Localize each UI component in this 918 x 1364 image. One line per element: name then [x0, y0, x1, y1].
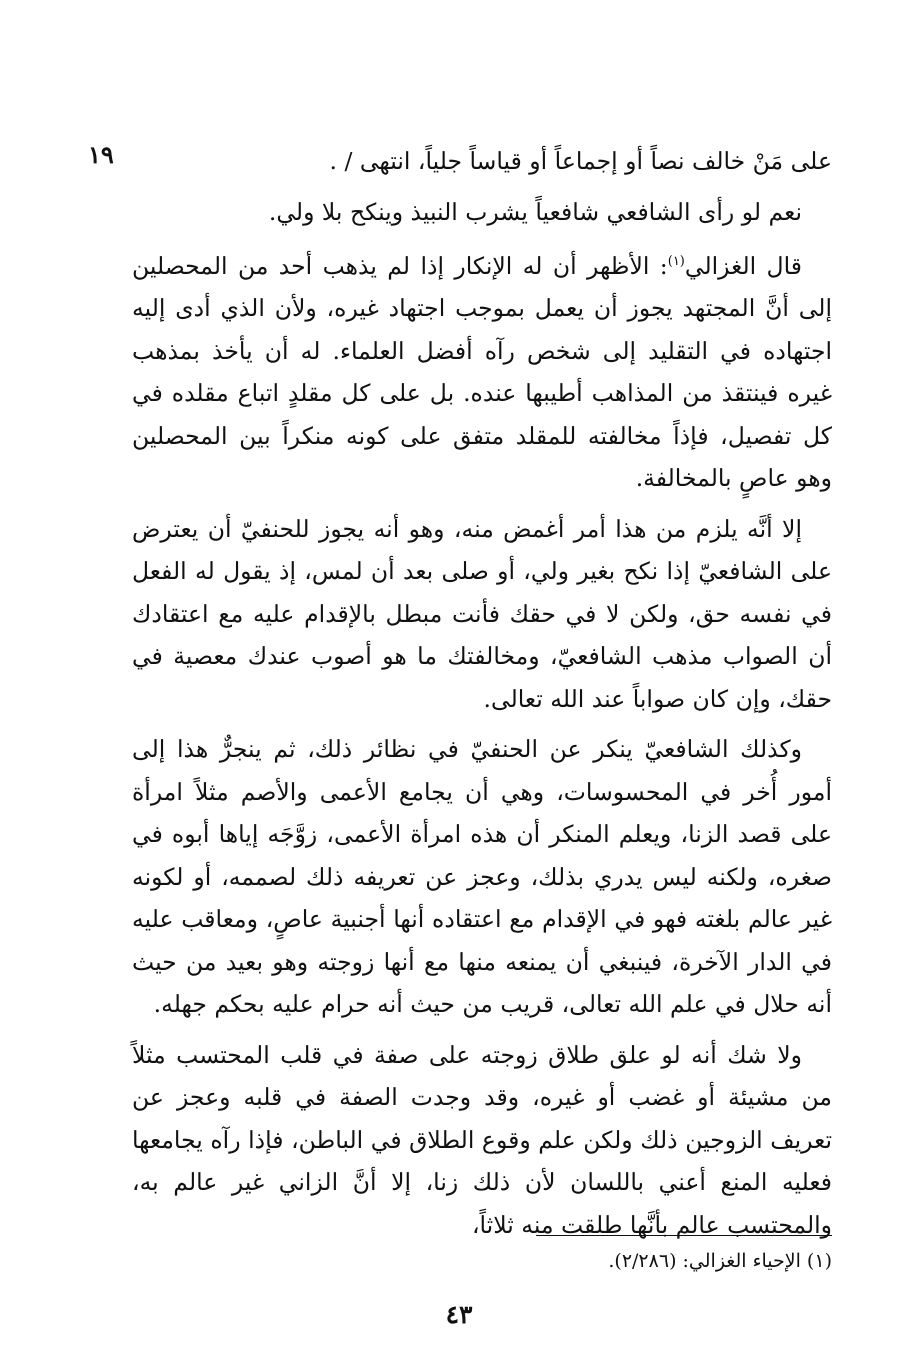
paragraph-1: على مَنْ خالف نصاً أو إجماعاً أو قياساً جلياً، انتهى / . [329, 147, 832, 175]
paragraph-4: إلا أنَّه يلزم من هذا أمر أغمض منه، وهو أنه يجوز للحنفيّ أن يعترض على الشافعيّ إذا نكح بغير ولي، أو صلى بعد أن لمس، إذ يقول له الفعل في نفسه حق، ولكن لا في حقك فأنت مبطل بالإقدام عليه مع اعتقادك أن الصواب مذهب الشافعيّ، ومخالفتك ما هو أصوب عندك معصية في حقك، وإن كان صواباً عند الله تعالى. [132, 514, 832, 713]
paragraph-3-rest: : الأظهر أن له الإنكار إذا لم يذهب أحد من المحصلين إلى أنَّ المجتهد يجوز أن يعمل بموجب اجتهاد غيره، ولأن الذي أدى إليه اجتهاده في التقليد إلى شخص رآه أفضل العلماء. له أن يأخذ بمذهب غيره فينتقذ من المذاهب أطيبها عنده. بل على كل مقلدٍ اتباع مقلده في كل تفصيل، فإذاً مخالفته للمقلد متفق على كونه منكراً بين المحصلين وهو عاصٍ بالمخالفة. [132, 251, 832, 493]
footnote-divider [536, 1235, 832, 1236]
paragraph-5: وكذلك الشافعيّ ينكر عن الحنفيّ في نظائر ذلك، ثم ينجرٌّ هذا إلى أمور أُخر في المحسوسات، وهي أن يجامع الأعمى والأصم مثلاً امرأة على قصد الزنا، ويعلم المنكر أن هذه امرأة الأعمى، زوَّجَه إياها أبوه في صغره، ولكنه ليس يدري بذلك، وعجز عن تعريفه ذلك لصممه، أو لكونه غير عالم بلغته فهو في الإقدام مع اعتقاده أنها أجنبية عاصٍ، ومعاقب عليه في الدار الآخرة، فينبغي أن يمنعه منها مع أنها زوجته وهو بعيد من حيث أنه حلال في علم الله تعالى، قريب من حيث أنه حرام عليه بحكم جهله. [132, 735, 832, 1019]
paragraph-3 [132, 241, 832, 500]
main-text [132, 140, 832, 1254]
paragraph-3-start: قال الغزالي [684, 251, 802, 280]
footnote: (١) الإحياء الغزالي: (٢/٢٨٦). [608, 1250, 832, 1272]
bottom-page-number: ٤٣ [445, 1300, 473, 1329]
top-page-number: ١٩ [88, 140, 114, 169]
paragraph-6: ولا شك أنه لو علق طلاق زوجته على صفة في قلب المحتسب مثلاً من مشيئة أو غضب أو غيره، وقد وجدت الصفة في قلبه وعجز عن تعريف الزوجين ذلك ولكن علم وقوع الطلاق في الباطن، فإذا رآه يجامعها فعليه المنع أعني باللسان لأن ذلك زنا، إلا أنَّ الزاني غير عالم به، والمحتسب عالم بأنَّها طلقت منه ثلاثاً، [132, 1040, 832, 1239]
footnote-reference: (١) [667, 254, 685, 269]
paragraph-2: نعم لو رأى الشافعي شافعياً يشرب النبيذ وينكح بلا ولي. [268, 197, 802, 226]
